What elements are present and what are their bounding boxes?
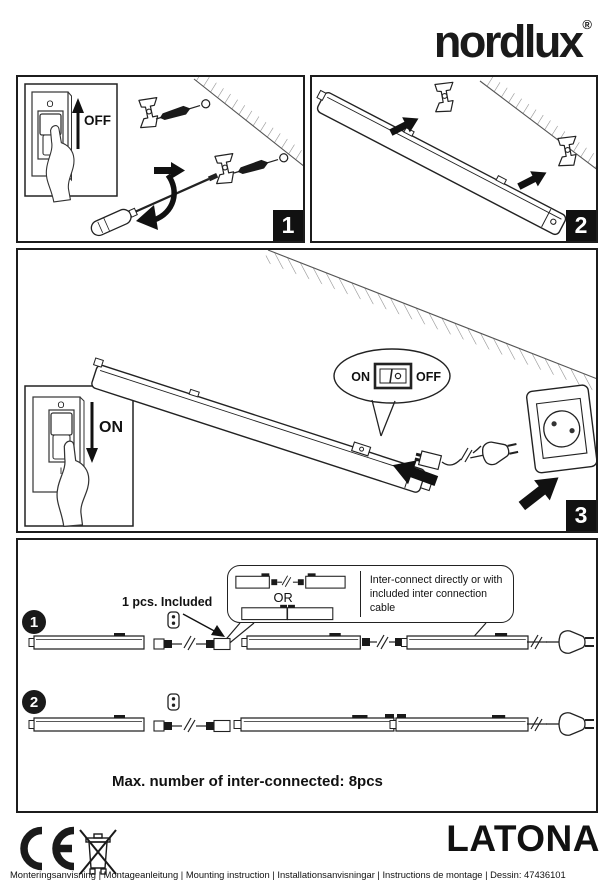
power-outlet-icon (526, 384, 596, 473)
step2-panel (310, 75, 598, 243)
power-plug-icon (546, 631, 594, 654)
switch-top-mark: O (57, 400, 65, 410)
weee-icon (80, 830, 116, 874)
light-bar-icon (234, 715, 394, 731)
or-label: OR (273, 589, 293, 605)
callout-line1: Inter-connect directly or with (369, 574, 503, 586)
step1-illustration (18, 77, 303, 241)
registered-mark: ® (582, 17, 592, 32)
light-bar-icon (29, 633, 144, 649)
pointer-arrow-icon (183, 614, 225, 637)
languages-line: Monteringsanvisning | Montageanleitung | Mounting instruction | Installationsanvisningar | Instructions de montage | Dessin: 47436101 (10, 869, 566, 880)
screw-anchor-icon (155, 98, 211, 123)
switch-top-mark: O (46, 99, 54, 109)
step3-illustration (18, 250, 596, 531)
balloon-off-label: OFF (416, 370, 441, 384)
step1-badge: 1 (273, 210, 303, 241)
light-bar-icon (242, 633, 360, 649)
light-bar-icon (390, 715, 528, 731)
interconnect-callout (227, 565, 514, 623)
rocker-switch-icon (375, 364, 411, 388)
step2-badge: 2 (566, 210, 596, 241)
direction-arrow-icon (514, 467, 566, 516)
direction-arrow-icon (515, 165, 550, 194)
interconnect-row (29, 694, 594, 735)
interconnect-cable-icon (362, 635, 403, 649)
screw-anchor-icon (233, 152, 289, 177)
max-note: Max. number of inter-connected: 8pcs (112, 773, 383, 790)
wall-hatch (480, 77, 596, 171)
row1-badge: 1 (22, 610, 46, 634)
brand-logo (433, 16, 592, 67)
interconnect-cable-icon (154, 718, 230, 732)
callout-line2: included inter connection cable (369, 588, 488, 614)
step2-illustration (312, 77, 596, 241)
direct-connection-mini (242, 605, 333, 620)
callout-text (361, 573, 513, 615)
power-switch-callout (334, 349, 450, 436)
interconnect-options-diagram (228, 566, 360, 622)
switch-bottom-mark: I (59, 466, 63, 476)
light-bar-icon (402, 633, 529, 649)
power-plug-icon (468, 437, 520, 469)
power-plug-icon (546, 713, 594, 736)
step1-panel (16, 75, 305, 243)
interconnect-cable-icon (154, 636, 230, 650)
on-label: ON (99, 419, 123, 436)
included-note: 1 pcs. Included (122, 595, 213, 609)
light-switch-off-inset (25, 84, 117, 205)
mounting-clip-icon (135, 97, 163, 130)
wall-hatch (194, 77, 303, 167)
mounting-clip-icon (431, 81, 458, 113)
row2-badge: 2 (22, 690, 46, 714)
step3-panel (16, 248, 598, 533)
brand-name: nordlux (433, 16, 582, 67)
step3-badge: 3 (566, 500, 596, 531)
light-switch-on-inset (25, 386, 133, 530)
connector-icon (168, 694, 179, 710)
step4-panel (16, 538, 598, 813)
ce-mark-icon (24, 831, 74, 867)
product-name: LATONA (446, 818, 600, 859)
balloon-on-label: ON (351, 370, 370, 384)
off-label: OFF (84, 113, 111, 128)
cable-connection-mini (236, 573, 345, 588)
light-bar-icon (29, 715, 144, 731)
mounting-clip-icon (211, 153, 239, 186)
connector-icon (168, 612, 179, 628)
